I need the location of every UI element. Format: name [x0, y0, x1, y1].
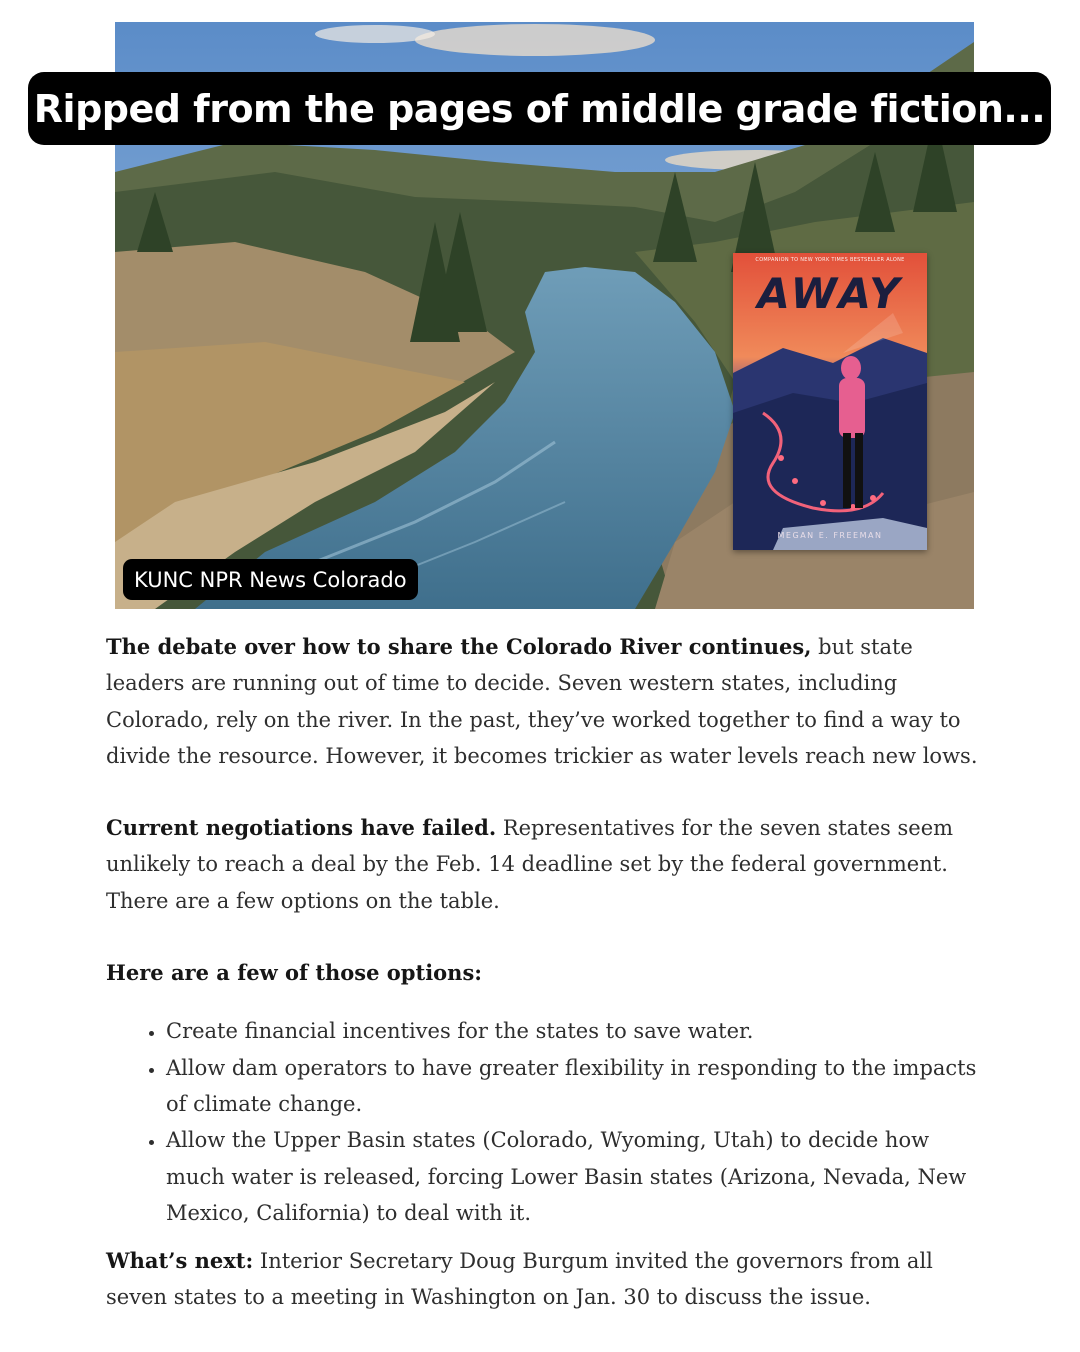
photo-credit: KUNC NPR News Colorado	[123, 559, 418, 600]
list-item: • Create financial incentives for the states to save water.	[166, 1013, 986, 1049]
paragraph-lead: The debate over how to share the Colorado River continues,	[106, 634, 812, 659]
options-heading: Here are a few of those options:	[106, 960, 483, 986]
paragraph-lead: Current negotiations have failed.	[106, 815, 497, 841]
options-list	[106, 1013, 986, 1231]
paragraph-text: but state leaders are running out of time to decide. Seven western states, including Colorado, rely on the river. In the past, they’ve worked together to find a way to divide the resource. However, it becomes trickier as water levels reach new lows.	[106, 635, 978, 768]
paragraph-lead: What’s next:	[106, 1248, 254, 1274]
book-cover	[733, 253, 927, 550]
book-tagline: COMPANION TO NEW YORK TIMES BESTSELLER ALONE	[755, 257, 905, 263]
paragraph-text: Interior Secretary Doug Burgum invited the governors from all seven states to a meeting in Washington on Jan. 30 to discuss the issue.	[106, 1249, 933, 1310]
book-title: AWAY	[757, 269, 903, 318]
paragraph-text: Representatives for the seven states seem unlikely to reach a deal by the Feb. 14 deadline set by the federal government. There are a few options on the table.	[106, 816, 954, 913]
book-author: MEGAN E. FREEMAN	[777, 531, 883, 540]
article-body	[106, 629, 986, 1352]
list-item: • Allow the Upper Basin states (Colorado, Wyoming, Utah) to decide how much water is released, forcing Lower Basin states (Arizona, Nevada, New Mexico, California) to deal with it.	[166, 1122, 986, 1231]
list-item: • Allow dam operators to have greater flexibility in responding to the impacts of climate change.	[166, 1050, 986, 1123]
paragraph-negotiations	[106, 810, 986, 919]
paragraph-debate	[106, 629, 986, 774]
headline-banner	[28, 72, 1051, 145]
paragraph-whats-next	[106, 1243, 986, 1316]
banner-text: Ripped from the pages of middle grade fiction...	[33, 86, 1046, 131]
